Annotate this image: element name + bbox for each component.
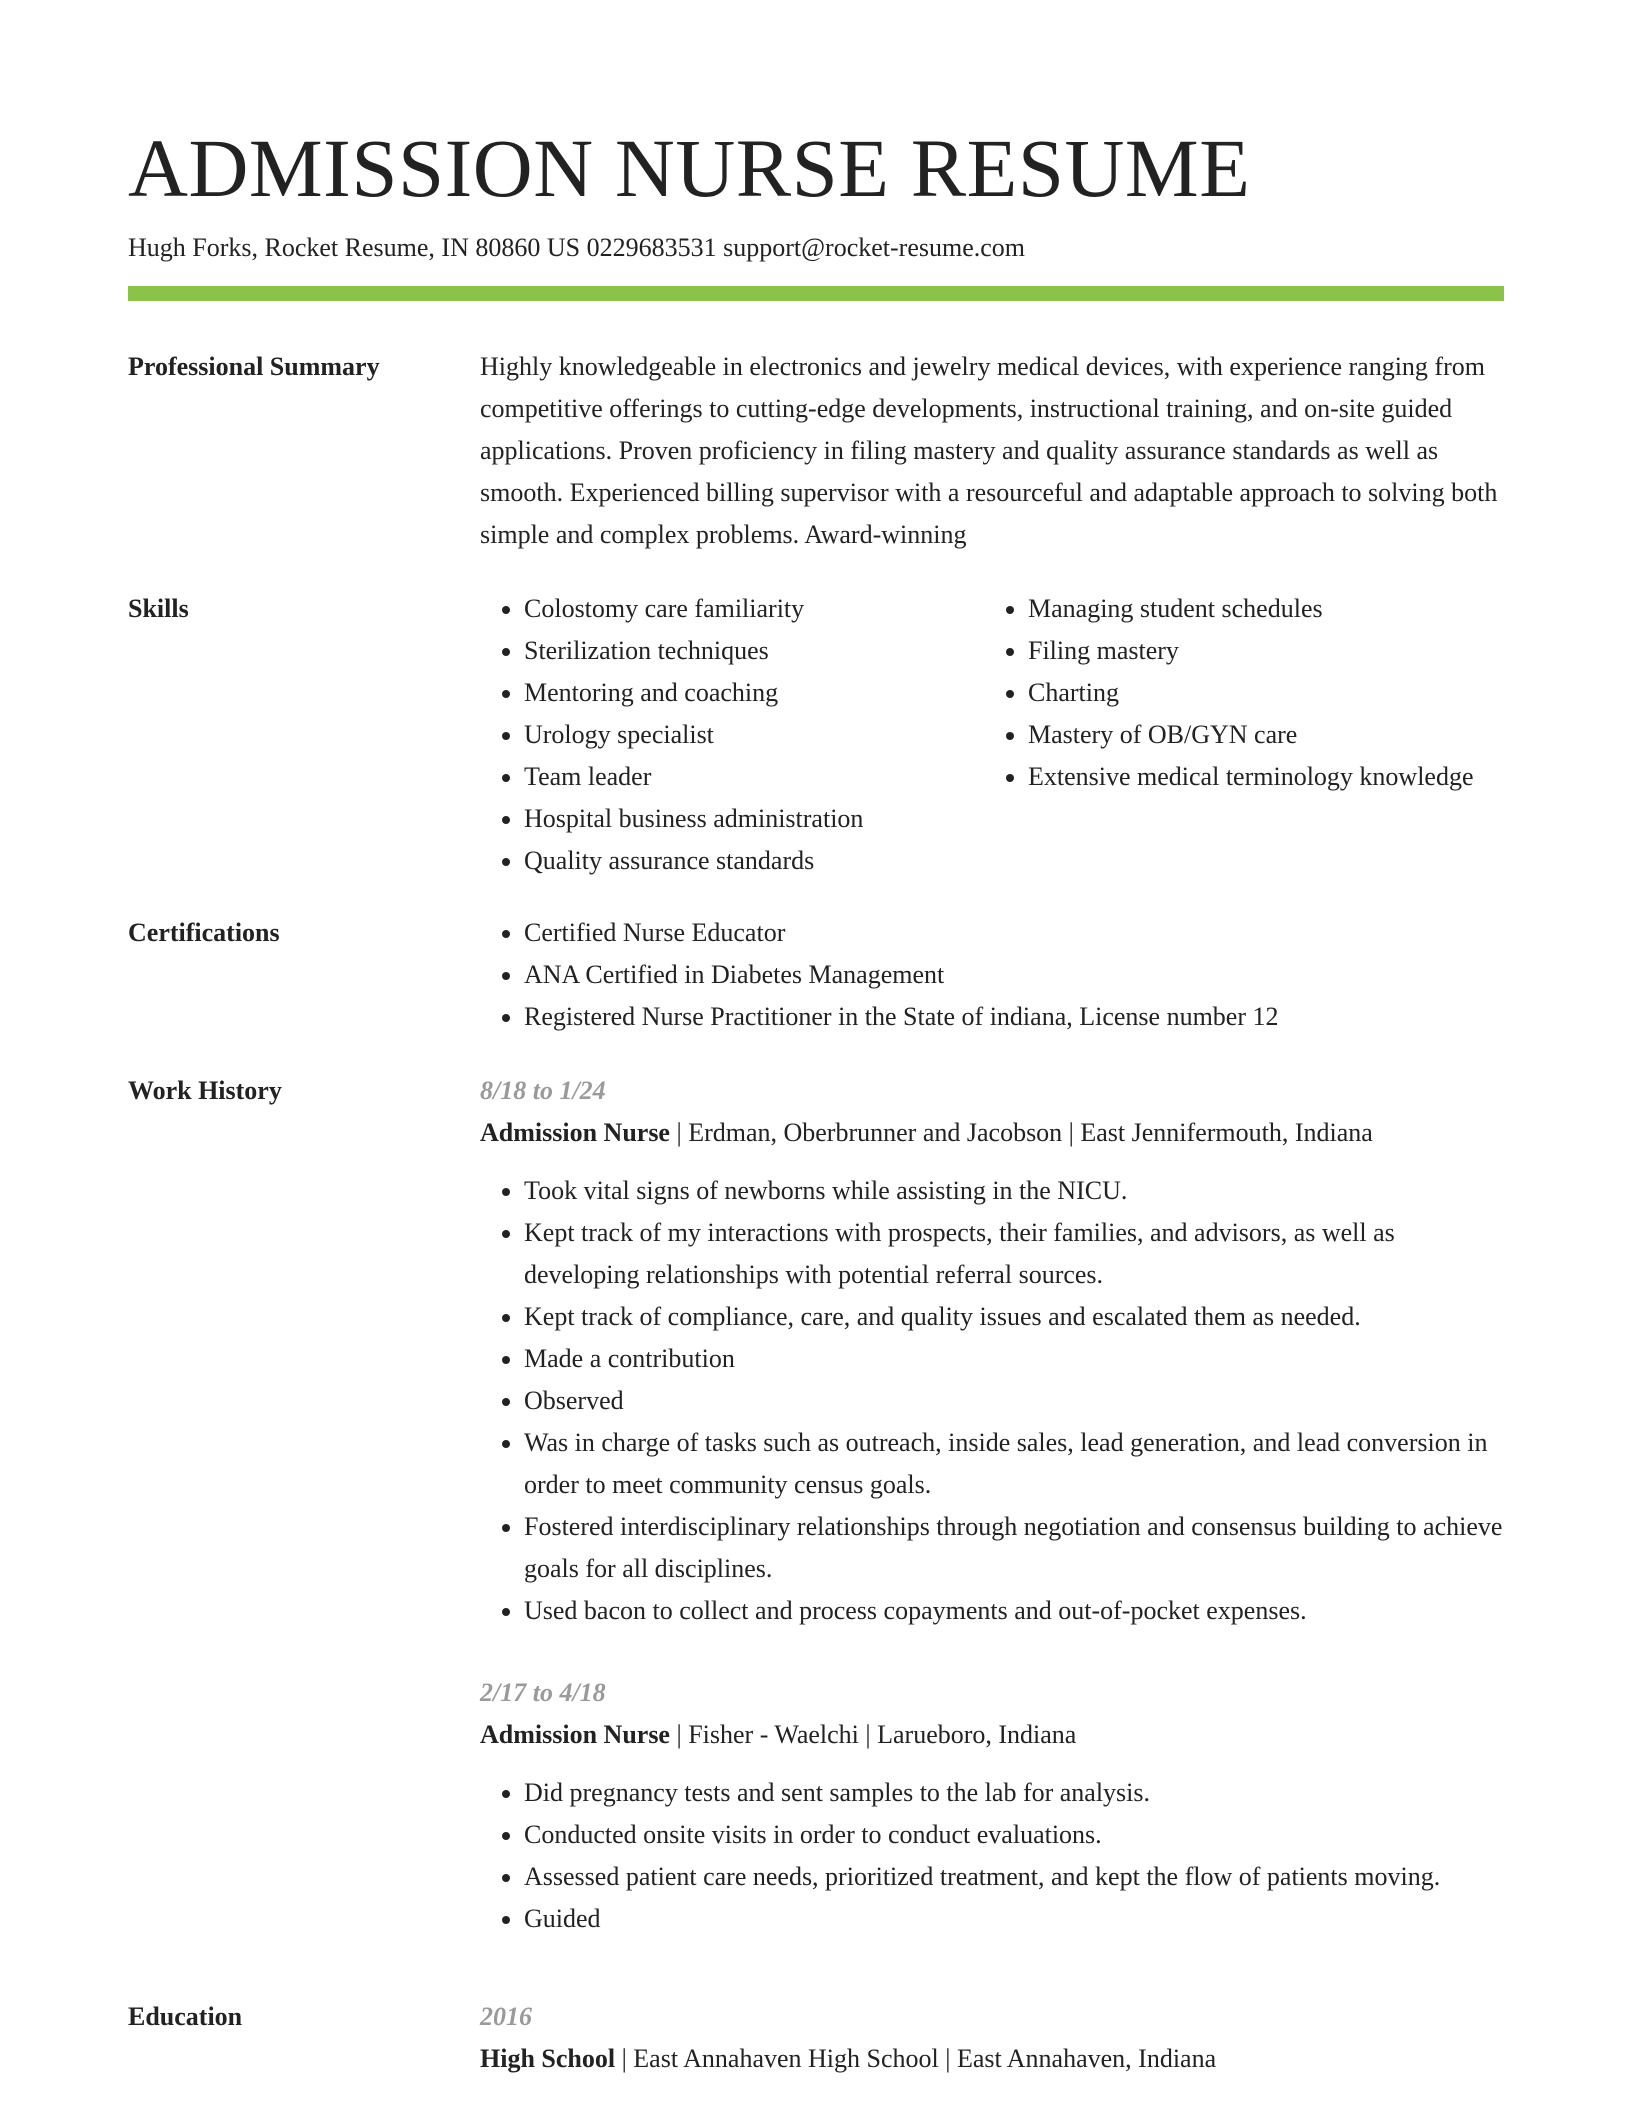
skills-list-right [984,588,1488,882]
education-date: 2016 [480,2002,532,2031]
skill-item: • Sterilization techniques [524,630,984,672]
skill-item: • Team leader [524,756,984,798]
skill-item: • Charting [1028,672,1488,714]
job-duty: • Observed [524,1380,1504,1422]
job-entry [480,1672,1504,1940]
skill-item: • Urology specialist [524,714,984,756]
job-employer-location: | Fisher - Waelchi | Larueboro, Indiana [669,1720,1077,1749]
certifications-list [480,912,1504,1038]
certifications-body [480,912,1504,1038]
certification-item: • Certified Nurse Educator [524,912,1504,954]
job-entry [480,1070,1504,1632]
skills-list-left [480,588,984,882]
skill-item: • Mentoring and coaching [524,672,984,714]
job-duty: • Made a contribution [524,1338,1504,1380]
job-duty: • Kept track of compliance, care, and quality issues and escalated them as needed. [524,1296,1504,1338]
skill-item: • Managing student schedules [1028,588,1488,630]
job-role: Admission Nurse [480,1720,670,1749]
education-school-location: | East Annahaven High School | East Annahaven, Indiana [615,2044,1217,2073]
accent-divider [128,286,1504,301]
contact-line: Hugh Forks, Rocket Resume, IN 80860 US 0229683531 support@rocket-resume.com [128,233,1025,262]
education-body [480,1996,1504,2080]
skills-heading: Skills [128,594,189,623]
skill-item: • Hospital business administration [524,798,984,840]
job-title-line [480,1714,1504,1756]
job-duties-list [480,1772,1504,1940]
work-history-heading: Work History [128,1076,282,1105]
job-title-line [480,1112,1504,1154]
job-duty: • Kept track of my interactions with prospects, their families, and advisors, as well as developing relationships with potential referral sources. [524,1212,1504,1296]
skill-item: • Quality assurance standards [524,840,984,882]
certification-item: • ANA Certified in Diabetes Management [524,954,1504,996]
skills-columns [480,588,1504,882]
job-role: Admission Nurse [480,1118,670,1147]
job-duty: • Used bacon to collect and process copayments and out-of-pocket expenses. [524,1590,1504,1632]
work-history-body [480,1070,1504,1940]
education-line [480,2038,1504,2080]
job-duties-list [480,1170,1504,1632]
job-duty: • Was in charge of tasks such as outreach, inside sales, lead generation, and lead conversion in order to meet community census goals. [524,1422,1504,1506]
skill-item: • Colostomy care familiarity [524,588,984,630]
skill-item: • Filing mastery [1028,630,1488,672]
job-duty: • Assessed patient care needs, prioritized treatment, and kept the flow of patients moving. [524,1856,1504,1898]
job-duty: • Guided [524,1898,1504,1940]
job-employer-location: | Erdman, Oberbrunner and Jacobson | East Jennifermouth, Indiana [669,1118,1373,1147]
education-degree: High School [480,2044,616,2073]
certification-item: • Registered Nurse Practitioner in the State of indiana, License number 12 [524,996,1504,1038]
job-duty: • Took vital signs of newborns while assisting in the NICU. [524,1170,1504,1212]
job-duty: • Conducted onsite visits in order to conduct evaluations. [524,1814,1504,1856]
education-heading: Education [128,2002,243,2031]
summary-heading: Professional Summary [128,352,380,381]
summary-body [480,346,1504,556]
job-dates: 8/18 to 1/24 [480,1076,606,1105]
page-title: ADMISSION NURSE RESUME [128,122,1251,214]
job-duty: • Did pregnancy tests and sent samples to the lab for analysis. [524,1772,1504,1814]
job-dates: 2/17 to 4/18 [480,1678,606,1707]
summary-text: Highly knowledgeable in electronics and jewelry medical devices, with experience ranging from competitive offerings to cutting-edge developments, instructional training, and on-site guided applications. Proven proficiency in filing mastery and quality assurance standards as well as smooth. Experienced billing supervisor with a resourceful and adaptable approach to solving both simple and complex problems. Award-winning [480,352,1498,549]
skill-item: • Mastery of OB/GYN care [1028,714,1488,756]
job-duty: • Fostered interdisciplinary relationships through negotiation and consensus building to achieve goals for all disciplines. [524,1506,1504,1590]
certifications-heading: Certifications [128,918,280,947]
skill-item: • Extensive medical terminology knowledge [1028,756,1488,798]
